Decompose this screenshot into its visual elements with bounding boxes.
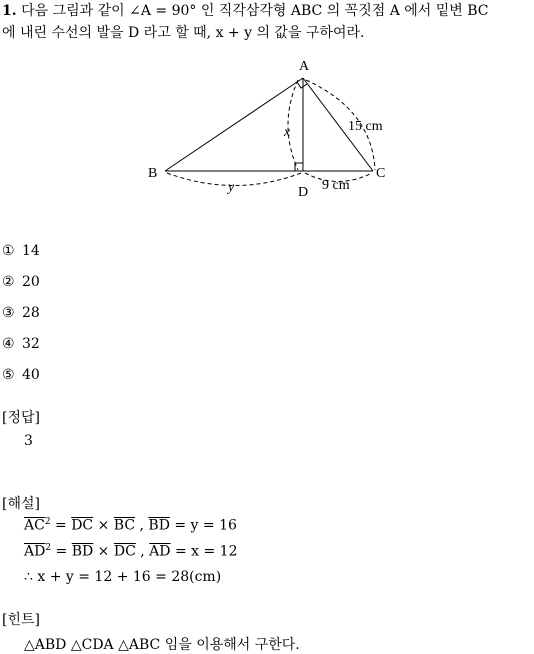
- choice-mark: ③: [2, 305, 15, 321]
- answer-value: 3: [24, 433, 33, 449]
- equals: =: [50, 517, 72, 534]
- label-c: C: [376, 166, 386, 181]
- seg-bc: $\overline{BC}$: [113, 517, 136, 534]
- label-ac-length: 15 cm: [348, 119, 383, 134]
- label-d: D: [298, 185, 309, 200]
- result-y: = y = 16: [169, 517, 237, 534]
- choice-1[interactable]: [2, 243, 40, 259]
- choice-value: 28: [22, 305, 40, 321]
- choice-value: 20: [22, 274, 40, 290]
- comma: ,: [135, 517, 149, 534]
- solution-line-1: [24, 517, 237, 534]
- solution-heading: [해설]: [2, 496, 40, 512]
- solution-line-2: [24, 543, 238, 560]
- times: ×: [93, 543, 114, 560]
- question-text-1: 다음 그림과 같이 ∠A = 90° 인 직각삼각형 ABC 의 꼭짓점 A 에서 밑변 BC: [21, 3, 489, 19]
- seg-ac: $\overline{AC}$: [24, 517, 45, 534]
- choice-mark: ①: [2, 243, 15, 259]
- label-x: x: [284, 125, 291, 140]
- seg-dc: $\overline{DC}$: [71, 517, 94, 534]
- times: ×: [93, 517, 114, 534]
- choice-mark: ④: [2, 336, 15, 352]
- choice-value: 40: [22, 367, 40, 383]
- choice-mark: ⑤: [2, 367, 15, 383]
- comma: ,: [135, 543, 150, 560]
- seg-ad: $\overline{AD}$: [149, 543, 171, 560]
- question-number: 1.: [2, 3, 17, 19]
- choice-2[interactable]: [2, 274, 40, 290]
- solution-line-3: ∴ x + y = 12 + 16 = 28(cm): [24, 569, 222, 585]
- right-angle-d: [295, 163, 303, 171]
- hint-text: △ABD △CDA △ABC 임을 이용해서 구한다.: [24, 637, 300, 653]
- choice-value: 32: [22, 336, 40, 352]
- question-line-2: [2, 22, 364, 42]
- side-ab: [165, 78, 303, 171]
- choice-mark: ②: [2, 274, 15, 290]
- exponent: 2: [44, 517, 51, 527]
- result-x: = x = 12: [170, 543, 238, 560]
- hint-heading: [힌트]: [2, 612, 40, 628]
- choice-value: 14: [22, 243, 40, 259]
- answer-heading: [정답]: [2, 410, 40, 426]
- seg-bd: $\overline{BD}$: [71, 543, 94, 560]
- label-a: A: [299, 59, 310, 74]
- label-b: B: [148, 166, 158, 181]
- question-line-1: [2, 0, 489, 20]
- exponent: 2: [45, 543, 52, 553]
- label-dc-length: 9 cm: [322, 178, 350, 193]
- choice-5[interactable]: [2, 367, 40, 383]
- choice-3[interactable]: [2, 305, 40, 321]
- label-y: y: [228, 180, 235, 195]
- triangle-figure: [140, 50, 400, 200]
- seg-ad: $\overline{AD}$: [24, 543, 46, 560]
- seg-dc: $\overline{DC}$: [113, 543, 136, 560]
- choice-4[interactable]: [2, 336, 40, 352]
- right-angle-a: [297, 82, 307, 88]
- question-text-2: 에 내린 수선의 발을 D 라고 할 때, x + y 의 값을 구하여라.: [2, 25, 365, 41]
- equals: =: [51, 543, 72, 560]
- seg-bd: $\overline{BD}$: [148, 517, 170, 534]
